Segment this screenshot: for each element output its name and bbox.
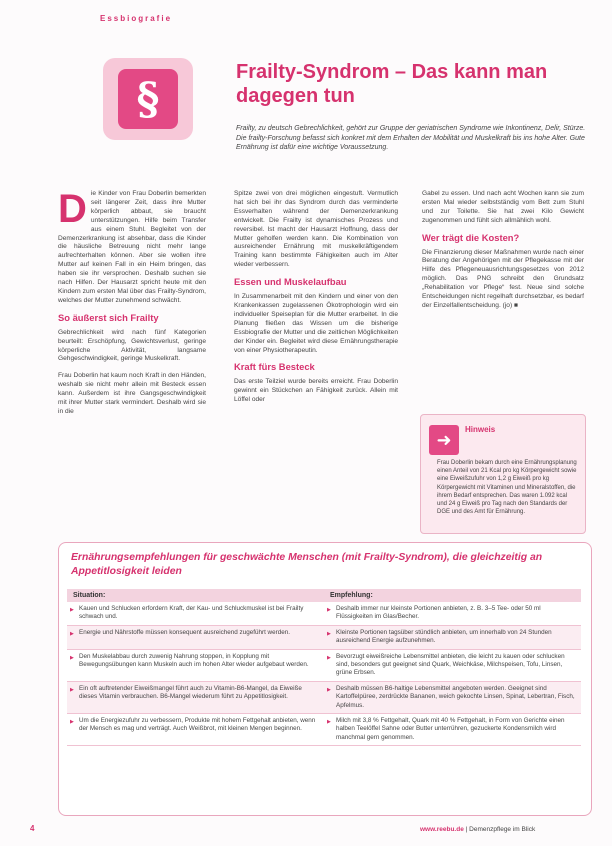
- article-title: Frailty-Syndrom – Das kann man dagegen tun: [236, 61, 548, 107]
- table-row: [67, 602, 581, 625]
- col3-paragraph-2: Die Finanzierung dieser Maßnahmen wurde nach einer Beratung der Angehörigen mit der Pflegekasse mit der Hilfe des Pflegeneuausrichtungsgesetzes von 2012 möglich. Das PNG schreibt den Grundsatz „Rehabilitation vor Pflege“ fest. Neue sind solche Entscheidungen nicht regelhaft durchsetzbar, es bedarf der Einzelfallentscheidung. (jo) ■: [422, 248, 584, 309]
- col2-paragraph-1: Spitze zwei von drei möglichen eingestuft. Vermutlich hat sich bei ihr das Syndrom durch das verminderte Essverhalten während der Demenzerkrankung entwickelt. Die Frailty ist dynamisches Prozess und reversibel. Ist macht der Hausarzt Hoffnung, dass der Mutter geholfen werden kann. Die Kombination von ausreichender Ernährung mit muskelkräftigendem Training kann bestimmte Fähigkeiten auch im Alter wieder verbessern.: [234, 190, 398, 269]
- table-row: [67, 714, 581, 746]
- col3-paragraph-1: Gabel zu essen. Und nach acht Wochen kann sie zum ersten Mal wieder selbstständig vom Bett zum Stuhl und zur Toilette. Sie hat zwei Kilo Gewicht zugenommen und fühlt sich allmählich wohl.: [422, 190, 584, 224]
- hint-box: [420, 414, 586, 534]
- situation-cell: ▶ Energie und Nährstoffe müssen konsequent ausreichend zugeführt werden.: [67, 625, 324, 649]
- recommendation-cell: ▶ Bevorzugt eiweißreiche Lebensmittel anbieten, die leicht zu kauen oder schlucken sind, besonders gut geeignet sind Quark, Weichkäse, Milchspeisen, Tofu, Linsen, grüne Erbsen.: [324, 649, 581, 681]
- column-1: [58, 187, 206, 425]
- recommendation-cell: ▶ Deshalb immer nur kleinste Portionen anbieten, z. B. 3–5 Tee- oder 50 ml Flüssigkeiten im Glas/Becher.: [324, 602, 581, 625]
- dropcap: D: [58, 187, 87, 231]
- heading-frailty: So äußerst sich Frailty: [58, 311, 159, 323]
- nutrition-table: [67, 589, 581, 746]
- col1-paragraph-1: ie Kinder von Frau Doberlin bemerkten seit längerer Zeit, dass ihre Mutter körperlich abbaut, sie braucht unterstützungen. Hilfe beim Transfer aus einem Stuhl. Begleitet von der Demenzerkrankung ist absehbar, dass die Kinder die häusliche Betreuung nicht mehr lange aufrechterhalten können. Aber sie wollen ihre Mutter auf keinen Fall in ein Heim bringen, das haben sie ihr versprochen. Deshalb suchen sie nach Hilfen. Der Hausarzt spricht heute mit den Kindern zum ersten Mal über das Frailty-Syndrom, welches der Mutter zunehmend schwächt.: [58, 190, 206, 304]
- recommendation-cell: ▶ Kleinste Portionen tagsüber stündlich anbieten, um innerhalb von 24 Stunden ausreichend Energie aufzunehmen.: [324, 625, 581, 649]
- footer-url[interactable]: www.reebu.de: [420, 826, 464, 833]
- situation-cell: ▶ Ein oft auftretender Eiweißmangel führt auch zu Vitamin-B6-Mangel, da Eiweiße dieses Vitamin verbrauchen. B6-Mangel wiederum führt zu Appetitlosigkeit.: [67, 681, 324, 713]
- hint-text: Frau Doberlin bekam durch eine Ernährungsplanung einen Anteil von 21 Kcal pro kg Körpergewicht sowie eine Eiweißzufuhr von 1,2 g Eiweiß pro kg Körpergewicht mit Vitaminen und Mineralstoffen, die ihrem Bedarf entsprechen. Das waren 1.092 kcal und 24 g Eiweiß pro Tag nach den Standards der DGE und des Amt für Ernährung.: [437, 460, 577, 516]
- table-row: [67, 649, 581, 681]
- situation-cell: ▶ Kauen und Schlucken erfordern Kraft, der Kau- und Schluckmuskel ist bei Frailty schwach und.: [67, 602, 324, 625]
- footer-info: [420, 826, 535, 833]
- arrow-right-icon: ➜: [429, 425, 459, 455]
- nutrition-table-box: [58, 542, 592, 816]
- column-header-situation: Situation:: [67, 589, 324, 602]
- col2-paragraph-2: In Zusammenarbeit mit den Kindern und einer von den Krankenkassen zugelassenen Ökotrophologin wird ein individueller Speiseplan für die Mutter erarbeitet. In die Planung fließen das Wissen um die bisherige Essbiografie der Mutter und die zeitlichen Möglichkeiten der Kinder ein. Begleitet wird diese Ernährungstherapie von einer Physiotherapeutin.: [234, 293, 398, 354]
- heading-kraft: Kraft fürs Besteck: [234, 361, 315, 373]
- article-intro: Frailty, zu deutsch Gebrechlichkeit, gehört zur Gruppe der geriatrischen Syndrome wie Inkontinenz, Delir, Stürze. Die frailty-Forschung befasst sich konkret mit dem Erhalten der Mobilität und Muskelkraft bis ins hohe Alter. Gute Ernährung ist dafür eine wichtige Voraussetzung.: [236, 125, 586, 152]
- paragraph-logo: [103, 58, 193, 140]
- page-number: 4: [30, 824, 35, 833]
- col1-paragraph-2: Gebrechlichkeit wird nach fünf Kategorien beurteilt: Erschöpfung, Gewichtsverlust, geringe körperliche Aktivität, langsame Gehgeschwindigkeit, geringe Muskelkraft.: [58, 328, 206, 363]
- heading-essen: Essen und Muskelaufbau: [234, 276, 347, 288]
- column-3: [422, 190, 584, 319]
- column-header-empfehlung: Empfehlung:: [324, 589, 581, 602]
- col2-paragraph-3: Das erste Teilziel wurde bereits erreicht. Frau Doberlin gewinnt ein Stückchen an Fähigkeit zurück. Allein mit Löffel oder: [234, 378, 398, 404]
- col1-paragraph-3: Frau Doberlin hat kaum noch Kraft in den Händen, weshalb sie nicht mehr allein mit Besteck essen kann. Außerdem ist ihre Gangsgeschwindigkeit mit ihrer Mutter stark vermindert. Deshalb wird sie in die: [58, 372, 206, 415]
- table-title: Ernährungsempfehlungen für geschwächte Menschen (mit Frailty-Syndrom), die gleichzeitig an Appetitlosigkeit leiden: [71, 552, 543, 577]
- hint-title: Hinweis: [465, 425, 496, 434]
- situation-cell: ▶ Um die Energiezufuhr zu verbessern, Produkte mit hohem Fettgehalt anbieten, wenn der Mensch es mag und verträgt. Auch Weißbrot, mit kleinen Mengen beginnen.: [67, 714, 324, 746]
- paragraph-icon: §: [118, 69, 178, 129]
- column-2: [234, 190, 398, 413]
- table-row: [67, 681, 581, 713]
- recommendation-cell: ▶ Milch mit 3,8 % Fettgehalt, Quark mit 40 % Fettgehalt, in Form von Gerichte einen halben Teelöffel Sahne oder Butter unterrühren, gezuckerte Kondensmilch wird manchmal gern genommen.: [324, 714, 581, 746]
- section-tag: Essbiografie: [100, 14, 173, 23]
- heading-kosten: Wer trägt die Kosten?: [422, 231, 520, 243]
- recommendation-cell: ▶ Deshalb müssen B6-haltige Lebensmittel angeboten werden. Geeignet sind Kartoffelpüree, zerdrückte Bananen, weich gekochte Linsen, Spinat, Lebertran, Fisch, Apfelmus.: [324, 681, 581, 713]
- situation-cell: ▶ Den Muskelabbau durch zuwenig Nahrung stoppen, in Kopplung mit Bewegungsübungen kann Muskeln auch im hohen Alter wieder aufgebaut werden.: [67, 649, 324, 681]
- footer-issue: | Demenzpflege im Blick: [465, 826, 536, 833]
- table-row: [67, 625, 581, 649]
